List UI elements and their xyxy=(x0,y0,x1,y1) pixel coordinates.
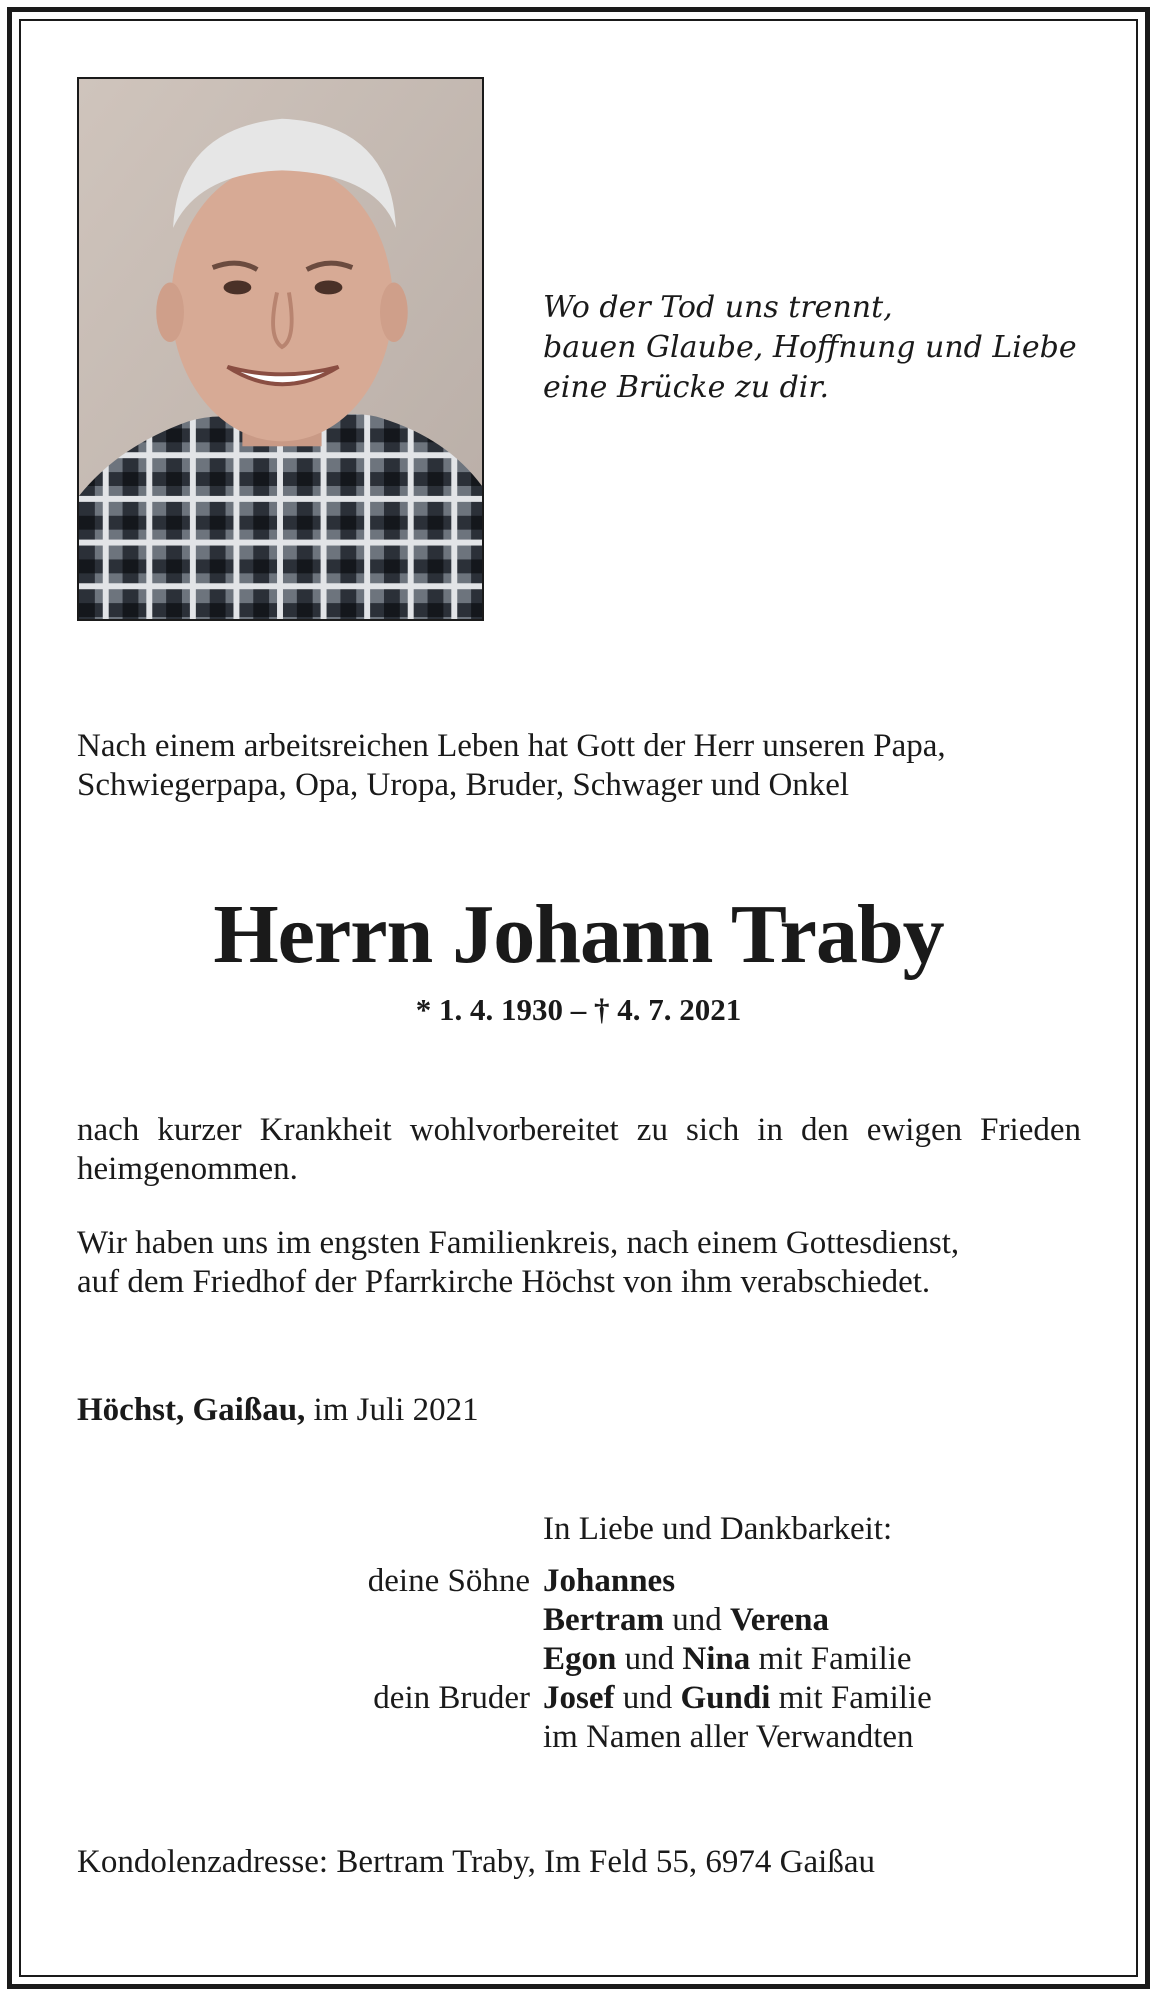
signature-names xyxy=(543,1640,912,1679)
signature-row xyxy=(0,1640,1157,1679)
son-name: Bertram xyxy=(543,1602,664,1638)
family-suffix: mit Familie xyxy=(750,1641,912,1677)
signature-names xyxy=(543,1679,932,1718)
condolence-address: Kondolenzadresse: Bertram Traby, Im Feld 55, 6974 Gaißau xyxy=(77,1844,875,1880)
signature-names xyxy=(543,1601,829,1640)
deceased-name: Herrn Johann Traby xyxy=(213,888,944,981)
portrait-illustration xyxy=(79,79,482,619)
intro-line: Schwiegerpapa, Opa, Uropa, Bruder, Schwager und Onkel xyxy=(77,767,850,803)
conjunction: und xyxy=(663,1602,730,1638)
farewell-line: auf dem Friedhof der Pfarrkirche Höchst von ihm verabschiedet. xyxy=(77,1264,931,1300)
conjunction: und xyxy=(616,1641,683,1677)
quote-line: Wo der Tod uns trennt, xyxy=(543,290,893,325)
relatives-line: im Namen aller Verwandten xyxy=(543,1719,914,1755)
son-name: Johannes xyxy=(543,1563,676,1599)
quote-line: eine Brücke zu dir. xyxy=(543,370,829,405)
place-and-date xyxy=(77,1390,479,1430)
conjunction: und xyxy=(614,1680,681,1716)
towns: Höchst, Gaißau, xyxy=(77,1392,306,1428)
signature-row xyxy=(0,1601,1157,1640)
family-suffix: mit Familie xyxy=(770,1680,932,1716)
partner-name: Nina xyxy=(682,1641,751,1677)
son-name: Egon xyxy=(543,1641,617,1677)
passing-text: nach kurzer Krankheit wohlvorbereitet zu sich in den ewigen Frieden heimgenommen. xyxy=(77,1112,1081,1187)
partner-name: Verena xyxy=(729,1602,829,1638)
signatures-block xyxy=(0,1510,1157,1757)
passing-paragraph xyxy=(77,1111,1081,1189)
farewell-line: Wir haben uns im engsten Familienkreis, nach einem Gottesdienst, xyxy=(77,1225,960,1261)
memorial-quote xyxy=(543,288,1103,408)
intro-line: Nach einem arbeitsreichen Leben hat Gott der Herr unseren Papa, xyxy=(77,728,946,764)
signature-names xyxy=(543,1562,675,1601)
signature-row xyxy=(0,1562,1157,1601)
farewell-paragraph xyxy=(77,1224,1081,1302)
signatures-heading-row xyxy=(0,1510,1157,1549)
quote-line: bauen Glaube, Hoffnung und Liebe xyxy=(543,330,1077,365)
signature-row xyxy=(0,1718,1157,1757)
brother-label: dein Bruder xyxy=(373,1680,530,1716)
intro-paragraph xyxy=(77,727,1081,805)
month-year: im Juli 2021 xyxy=(305,1392,479,1428)
partner-name: Gundi xyxy=(680,1680,771,1716)
brother-name: Josef xyxy=(543,1680,615,1716)
portrait-photo xyxy=(77,77,484,621)
sons-label: deine Söhne xyxy=(367,1563,530,1599)
signature-row xyxy=(0,1679,1157,1718)
signatures-heading: In Liebe und Dankbarkeit: xyxy=(543,1511,893,1547)
life-dates: * 1. 4. 1930 – † 4. 7. 2021 xyxy=(415,992,742,1027)
